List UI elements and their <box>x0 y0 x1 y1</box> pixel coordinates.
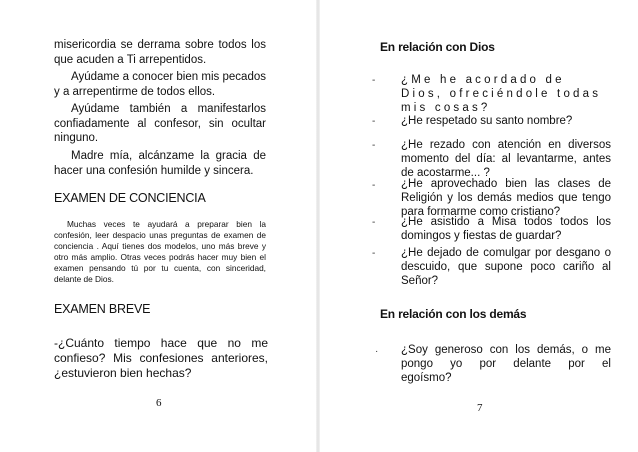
prayer-paragraph-4: Madre mía, alcánzame la gracia de hacer una confesión humilde y sincera. <box>54 150 266 177</box>
bullet: - <box>372 75 376 86</box>
examen-conciencia-heading: EXAMEN DE CONCIENCIA <box>54 191 206 205</box>
bullet: - <box>372 180 376 191</box>
question-dios-4: ¿He aprovechado bien las clases de Religión y los demás medios que tengo para formarme como cristiano? <box>401 178 611 218</box>
bullet: - <box>372 217 376 228</box>
question-dios-1 <box>401 74 611 115</box>
question-demas-1: ¿Soy generoso con los demás, o me pongo yo por delante por el egoísmo? <box>401 344 611 384</box>
question-dios-2: ¿He respetado su santo nombre? <box>401 115 573 127</box>
prayer-paragraph-1: misericordia se derrama sobre todos los que acuden a Ti arrepentidos. <box>54 39 266 66</box>
relacion-dios-heading: En relación con Dios <box>380 40 495 54</box>
question-dios-5: ¿He asistido a Misa todos todos los domingos y fiestas de guardar? <box>401 216 611 242</box>
prayer-paragraph-3: Ayúdame también a manifestarlos confiadamente al confesor, sin ocultar ninguno. <box>54 103 266 144</box>
relacion-demas-heading: En relación con los demás <box>380 307 527 321</box>
breve-question: -¿Cuánto tiempo hace que no me confieso? Mis confesiones anteriores, ¿estuvieron bien hechas? <box>54 336 268 380</box>
right-page <box>319 0 638 452</box>
question-dios-1-text: ¿Me he acordado de Dios, ofreciéndole todas mis cosas? <box>401 74 602 114</box>
bullet: - <box>372 248 376 259</box>
examen-intro-text: Muchas veces te ayudará a preparar bien la confesión, leer despacio unas preguntas de examen de conciencia . Aquí tienes dos modelos, uno más breve y otro más amplio. Otras veces podrás hacer muy bien el examen pensando tú por tu cuenta, con sinceridad, delante de Dios. <box>54 219 266 284</box>
bullet-dot: · <box>375 346 379 357</box>
prayer-paragraph-2: Ayúdame a conocer bien mis pecados y a arrepentirme de todos ellos. <box>54 71 266 98</box>
question-dios-6: ¿He dejado de comulgar por desgano o descuido, que supone poco cariño al Señor? <box>401 247 611 287</box>
page-number-left: 6 <box>156 397 162 409</box>
examen-breve-heading: EXAMEN BREVE <box>54 302 151 316</box>
bullet: - <box>372 140 376 151</box>
page-number-right: 7 <box>477 402 483 414</box>
question-dios-3: ¿He rezado con atención en diversos momento del día: al levantarme, antes de acostarme... ? <box>401 139 611 179</box>
bullet: - <box>372 116 376 127</box>
